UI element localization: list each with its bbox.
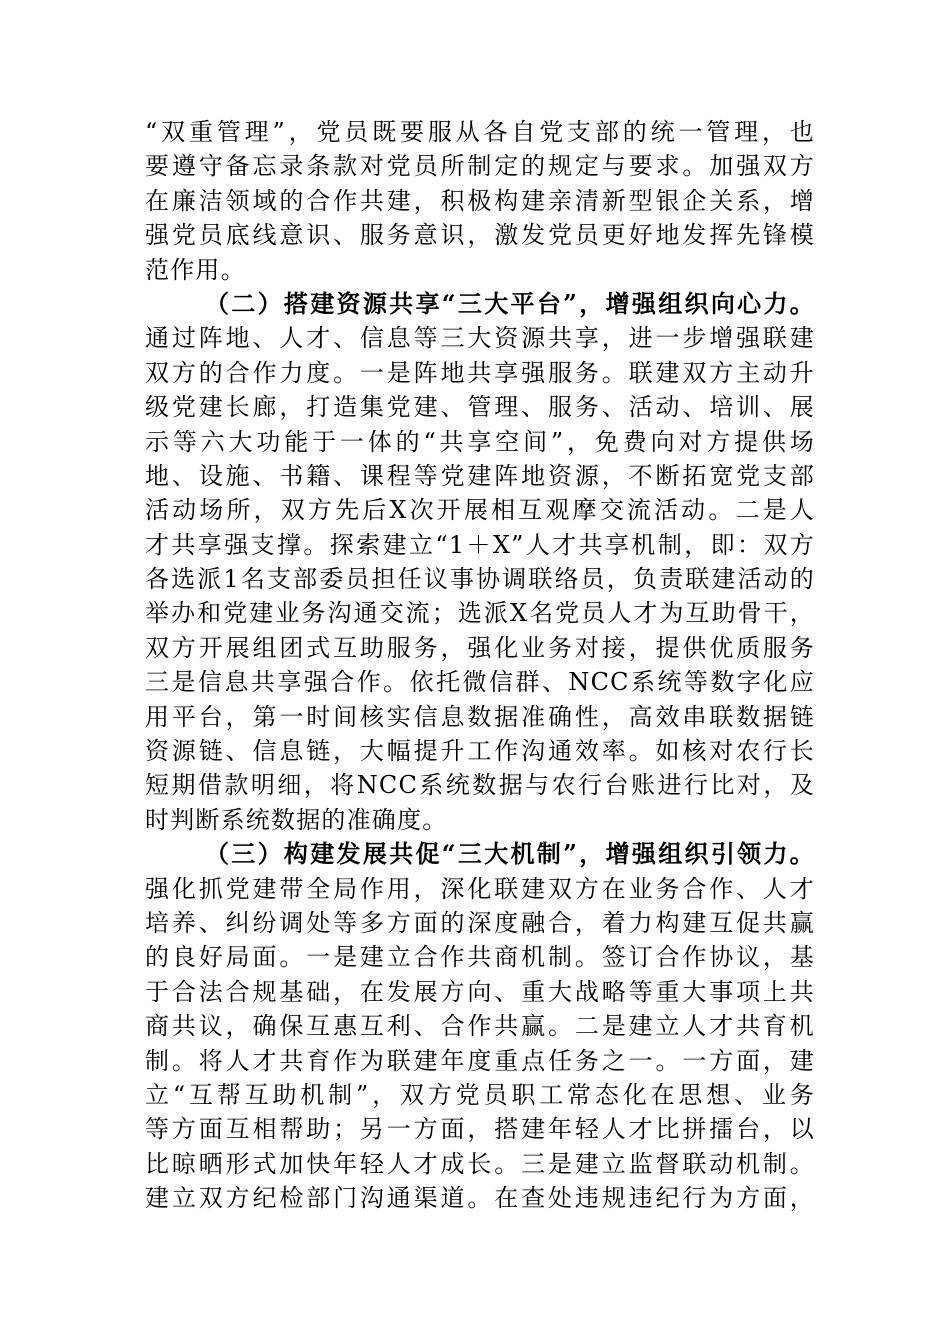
text-line: 等方面互相帮助；另一方面，搭建年轻人才比拼擂台，以 (145, 1115, 815, 1144)
paragraph-3 (145, 837, 815, 1215)
text-line: 在廉洁领域的合作共建，积极构建亲清新型银企关系，增 (145, 186, 815, 215)
text-line: 短期借款明细，将NCC系统数据与农行台账进行比对，及 (145, 771, 815, 800)
text-line: “双重管理”，党员既要服从各自党支部的统一管理，也 (145, 118, 815, 146)
text-line: 立“互帮互助机制”，双方党员职工常态化在思想、业务 (145, 1080, 815, 1109)
text-line: 的良好局面。一是建立合作共商机制。签订合作协议，基 (145, 943, 815, 972)
text-line: 培养、纠纷调处等多方面的深度融合，着力构建互促共赢 (145, 908, 815, 937)
text-line: 级党建长廊，打造集党建、管理、服务、活动、培训、展 (145, 393, 815, 422)
text-line: 用平台，第一时间核实信息数据准确性，高效串联数据链 (145, 702, 815, 731)
text-line: 制。将人才共育作为联建年度重点任务之一。一方面，建 (145, 1046, 815, 1075)
text-line: 双方开展组团式互助服务，强化业务对接，提供优质服务 (145, 633, 815, 662)
text-line: 时判断系统数据的准确度。 (145, 805, 448, 834)
text-line: 比晾晒形式加快年轻人才成长。三是建立监督联动机制。 (145, 1149, 815, 1178)
text-line: 地、设施、书籍、课程等党建阵地资源，不断拓宽党支部 (145, 461, 815, 490)
text-line: 要遵守备忘录条款对党员所制定的规定与要求。加强双方 (145, 152, 815, 181)
text-line: 强党员底线意识、服务意识，激发党员更好地发挥先锋模 (145, 221, 815, 250)
text-line: 双方的合作力度。一是阵地共享强服务。联建双方主动升 (145, 358, 815, 387)
text-line: 才共享强支撑。探索建立“1＋X”人才共享机制，即：双方 (145, 530, 815, 559)
paragraph-2 (145, 287, 815, 837)
paragraph-1 (145, 115, 815, 287)
text-line: 资源链、信息链，大幅提升工作沟通效率。如核对农行长 (145, 737, 815, 766)
text-line: 强化抓党建带全局作用，深化联建双方在业务合作、人才 (145, 874, 815, 903)
text-line: 活动场所，双方先后X次开展相互观摩交流活动。二是人 (145, 496, 815, 525)
text-line: 商共议，确保互惠互利、合作共赢。二是建立人才共育机 (145, 1012, 815, 1041)
text-line: 示等六大功能于一体的“共享空间”，免费向对方提供场 (145, 427, 815, 456)
section-heading-3: （三）构建发展共促“三大机制”，增强组织引领力。 (205, 839, 815, 869)
section-heading-2: （二）搭建资源共享“三大平台”，增强组织向心力。 (205, 288, 815, 318)
text-line: 三是信息共享强合作。依托微信群、NCC系统等数字化应 (145, 668, 815, 697)
text-line: 范作用。 (145, 255, 246, 284)
text-line: 建立双方纪检部门沟通渠道。在查处违规违纪行为方面， (145, 1184, 815, 1213)
text-line: 各选派1名支部委员担任议事协调联络员，负责联建活动的 (145, 565, 815, 594)
document-body (145, 115, 815, 1216)
text-line: 举办和党建业务沟通交流；选派X名党员人才为互助骨干， (145, 599, 815, 628)
text-line: 通过阵地、人才、信息等三大资源共享，进一步增强联建 (145, 324, 815, 353)
text-line: 于合法合规基础，在发展方向、重大战略等重大事项上共 (145, 977, 815, 1006)
